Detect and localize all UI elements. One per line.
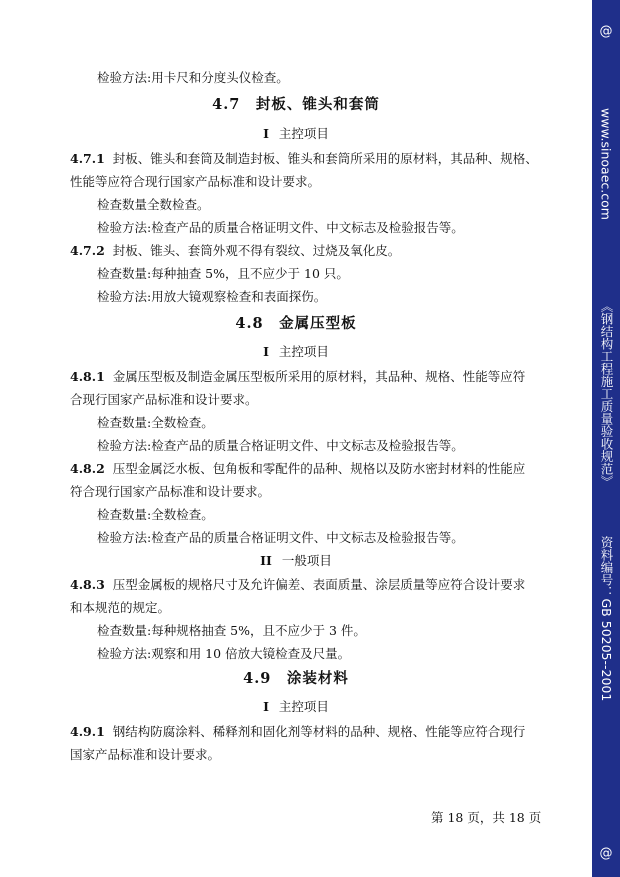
clause-text: 封板、锥头和套筒及制造封板、锥头和套筒所采用的原材料，其品种、规格、: [112, 151, 538, 166]
text-line: 检查数量:每种规格抽查 5%，且不应少于 3 件。: [97, 623, 366, 638]
text-line: 检查数量:全数检查。: [97, 415, 214, 430]
clause-text: 压型金属泛水板、包角板和零配件的品种、规格以及防水密封材料的性能应: [112, 461, 526, 476]
sidebar-title: 《钢结构工程施工质量验收规范》: [599, 300, 614, 488]
clause-4-7-2: [70, 243, 400, 259]
clause-number: 4.8.2: [70, 461, 105, 476]
sidebar-url: www.sinoaec.com: [598, 108, 614, 220]
clause-text: 压型金属板的规格尺寸及允许偏差、表面质量、涂层质量等应符合设计要求: [112, 577, 526, 592]
section-heading-4-8: 4.8 金属压型板: [235, 315, 357, 332]
clause-4-9-1: [70, 724, 525, 740]
subsection-heading: [0, 344, 592, 360]
clause-number: 4.7.1: [70, 151, 105, 166]
clause-text: 封板、锥头、套筒外观不得有裂纹、过烧及氧化皮。: [112, 243, 401, 258]
subsection-heading: [0, 553, 592, 569]
text-line: 检验方法:观察和用 10 倍放大镜检查及尺量。: [97, 646, 351, 661]
page-footer: 第 18 页，共 18 页: [431, 810, 542, 825]
subsection-title: 主控项目: [278, 699, 329, 714]
section-heading-4-9: 4.9 涂装材料: [243, 670, 349, 687]
sidebar-code: 资料编号：GB 50205--2001: [599, 536, 614, 702]
clause-text: 金属压型板及制造金属压型板所采用的原材料，其品种、规格、性能等应符: [112, 369, 526, 384]
clause-text: 钢结构防腐涂料、稀释剂和固化剂等材料的品种、规格、性能等应符合现行: [112, 724, 526, 739]
text-line: 检验方法:用放大镜观察检查和表面探伤。: [97, 289, 327, 304]
text-line: 合现行国家产品标准和设计要求。: [70, 392, 258, 407]
side-banner: [592, 0, 620, 877]
text-line: 检验方法:用卡尺和分度头仪检查。: [97, 70, 289, 85]
clause-number: 4.7.2: [70, 243, 105, 258]
clause-4-7-1: [70, 151, 538, 167]
text-line: 检查数量:全数检查。: [97, 507, 214, 522]
clause-4-8-3: [70, 577, 525, 593]
clause-number: 4.9.1: [70, 724, 105, 739]
roman-numeral: I: [263, 126, 269, 141]
text-line: 检查数量全数检查。: [97, 197, 210, 212]
subsection-title: 主控项目: [278, 126, 329, 141]
text-line: 性能等应符合现行国家产品标准和设计要求。: [70, 174, 321, 189]
subsection-title: 一般项目: [281, 553, 332, 568]
subsection-heading: [0, 699, 592, 715]
text-line: 符合现行国家产品标准和设计要求。: [70, 484, 271, 499]
clause-number: 4.8.1: [70, 369, 105, 384]
text-line: 检验方法:检查产品的质量合格证明文件、中文标志及检验报告等。: [97, 438, 464, 453]
subsection-title: 主控项目: [278, 344, 329, 359]
clause-number: 4.8.3: [70, 577, 105, 592]
roman-numeral: II: [260, 553, 272, 568]
at-sign-icon: @: [599, 24, 613, 39]
text-line: 检验方法:检查产品的质量合格证明文件、中文标志及检验报告等。: [97, 220, 464, 235]
text-line: 国家产品标准和设计要求。: [70, 747, 221, 762]
clause-4-8-1: [70, 369, 525, 385]
roman-numeral: I: [263, 699, 269, 714]
text-line: 检验方法:检查产品的质量合格证明文件、中文标志及检验报告等。: [97, 530, 464, 545]
text-line: 检查数量:每种抽查 5%，且不应少于 10 只。: [97, 266, 349, 281]
clause-4-8-2: [70, 461, 525, 477]
roman-numeral: I: [263, 344, 269, 359]
at-sign-icon: @: [599, 846, 613, 861]
subsection-heading: [0, 126, 592, 142]
section-heading-4-7: 4.7 封板、锥头和套筒: [212, 96, 380, 113]
text-line: 和本规范的规定。: [70, 600, 171, 615]
